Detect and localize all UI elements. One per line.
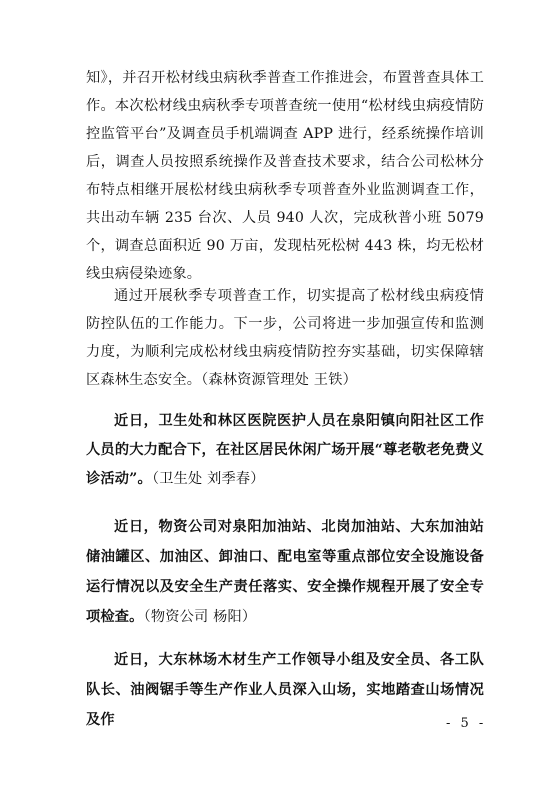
paragraph-pine-survey-results: 知》，并召开松材线虫病秋季普查工作推进会，布置普查具体工作。本次松材线虫病秋季专项普查统一使用“松材线虫病疫情防控监管平台”及调查员手机端调查 APP 进行，经系统操作培训后，调查人员按照系统操作及普查技术要求，结合公司松林分布特点相继开展松材线虫病秋季专项普查外业监测调查工作，共出动车辆 235 台次、人员 940 人次，完成秋普小班 5079 个，调查总面积近 90 万亩，发现枯死松树 443 株，均无松材线虫病侵染迹象。 <box>86 70 484 282</box>
news-source: （物资公司 杨阳） <box>143 609 257 625</box>
news-body: 近日，卫生处和林区医院医护人员在泉阳镇向阳社区工作人员的大力配合下，在社区居民休闲广场开展“尊老敬老免费义诊活动”。 <box>86 413 484 487</box>
page-number: - 5 - <box>446 716 487 731</box>
news-source: （卫生处 刘季春） <box>151 471 265 487</box>
paragraph-safety-inspection-news <box>86 512 484 632</box>
paragraph-pine-survey-summary: 通过开展秋季专项普查工作，切实提高了松材线虫病疫情防控队伍的工作能力。下一步，公司将进一步加强宣传和监测力度，为顺利完成松材线虫病疫情防控夯实基础，切实保障辖区森林生态安全。（森林资源管理处 王铁） <box>86 288 484 388</box>
paragraph-free-clinic-news <box>86 407 484 494</box>
news-body: 近日，物资公司对泉阳加油站、北岗加油站、大东加油站储油罐区、加油区、卸油口、配电室等重点部位安全设施设备运行情况以及安全生产责任落实、安全操作规程开展了安全专项检查。 <box>86 519 484 625</box>
paragraph-timber-production-news: 近日，大东林场木材生产工作领导小组及安全员、各工队队长、油阀锯手等生产作业人员深入山场，实地踏查山场情况及作 <box>86 652 484 728</box>
